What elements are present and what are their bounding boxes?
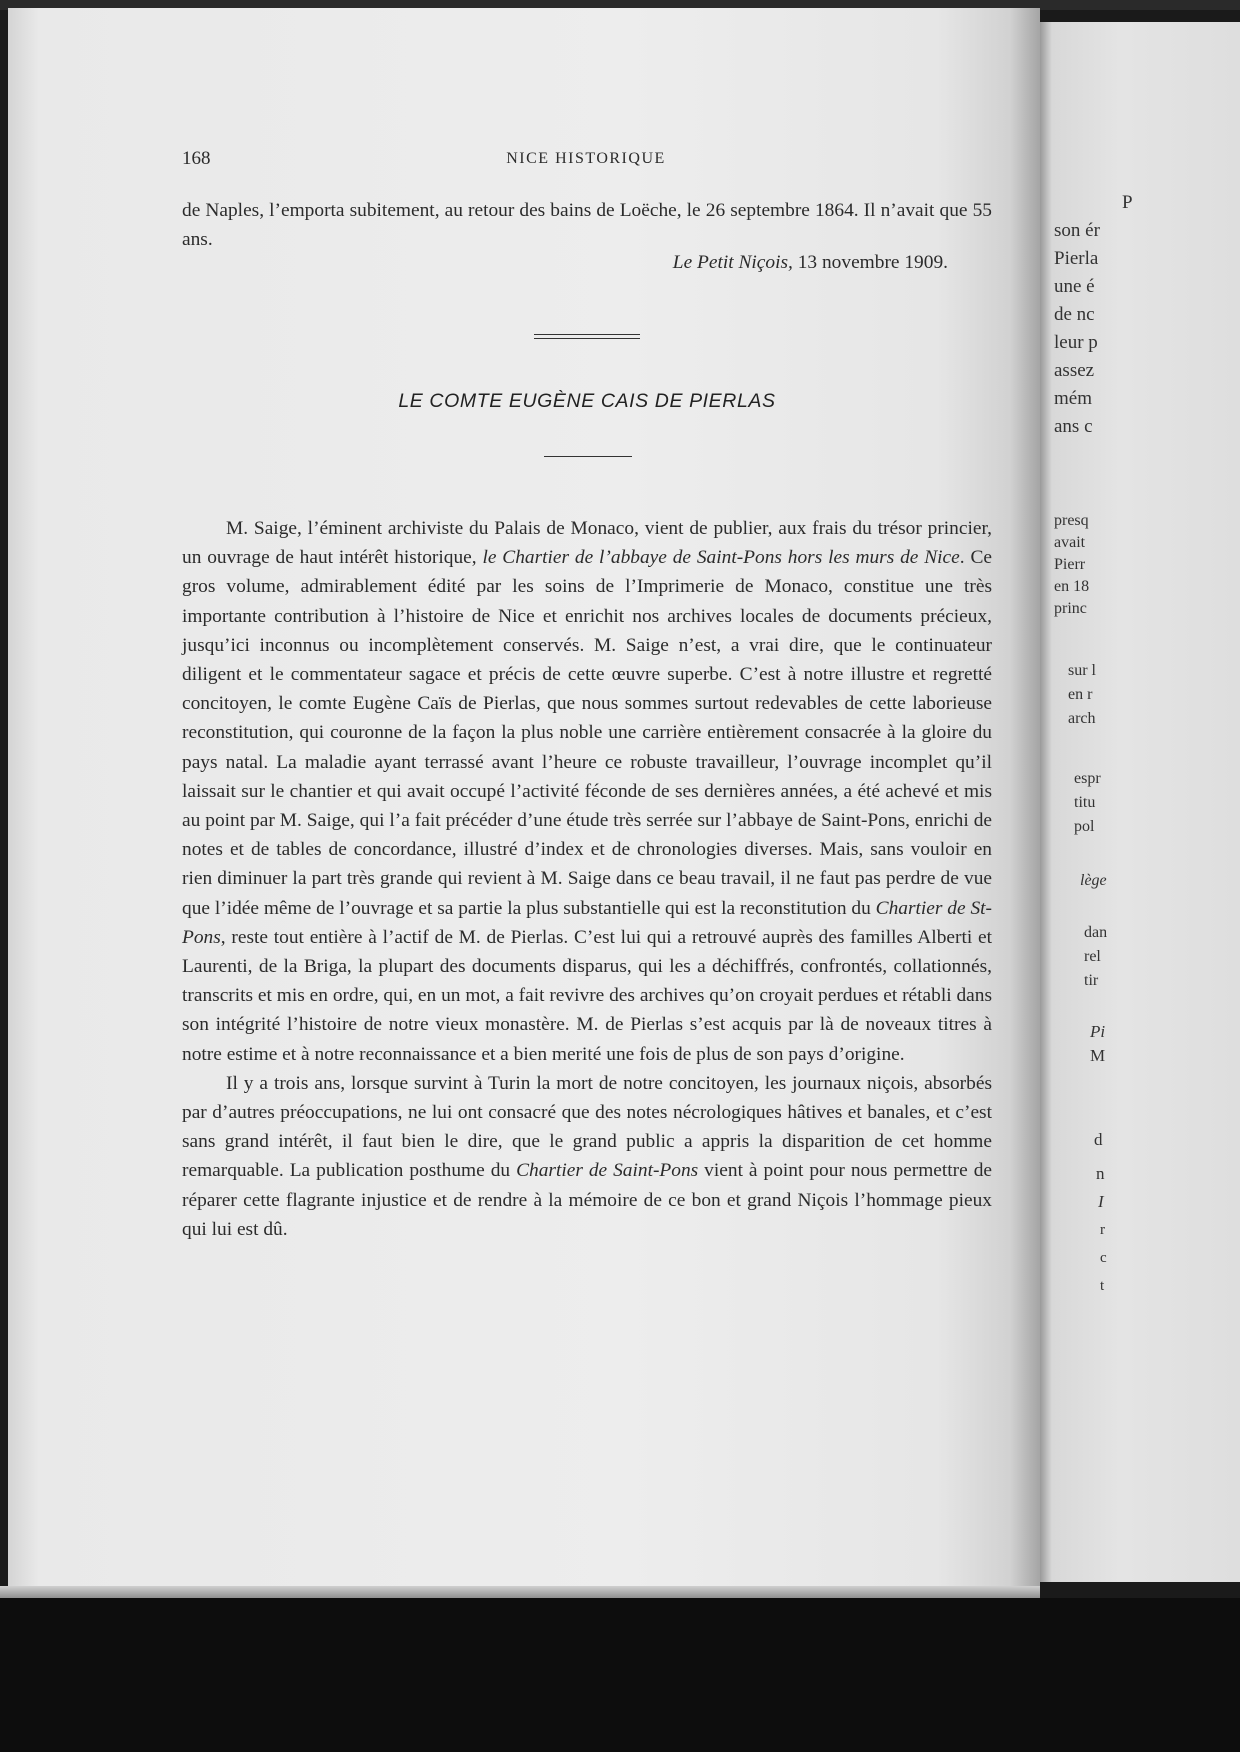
continuation-text <box>182 196 992 254</box>
facing-line: leur p <box>1054 332 1098 353</box>
facing-line: pol <box>1074 818 1095 835</box>
facing-line: r <box>1100 1222 1105 1238</box>
facing-line: espr <box>1074 770 1101 787</box>
facing-page-fragment <box>1040 22 1240 1582</box>
double-rule-divider <box>534 334 640 339</box>
article-body <box>182 514 992 1244</box>
facing-line: une é <box>1054 276 1095 297</box>
scan-bottom-band <box>0 1598 1240 1752</box>
facing-line: M <box>1090 1046 1106 1065</box>
book-title-chartier-saint-pons: Chartier de Saint-Pons <box>516 1160 699 1182</box>
facing-line: c <box>1100 1250 1107 1266</box>
title-rule-divider <box>544 456 632 457</box>
article-paragraph-1 <box>182 514 992 1069</box>
attribution <box>182 252 948 274</box>
facing-line: Pi <box>1090 1022 1106 1041</box>
facing-line: d <box>1094 1130 1103 1149</box>
facing-line: de nc <box>1054 304 1095 325</box>
attribution-source: Le Petit Niçois, <box>672 252 793 273</box>
continuation-paragraph: de Naples, l’emporta subitement, au retour des bains de Loëche, le 26 septembre 1864. Il n’avait que 55 ans. <box>182 200 992 251</box>
facing-line: rel <box>1084 948 1101 965</box>
facing-line: assez <box>1054 360 1095 381</box>
facing-line: arch <box>1068 710 1096 727</box>
article-paragraph-2 <box>182 1069 992 1244</box>
paragraph-1-text-b: . Ce gros volume, admirablement édité par les soins de l’Imprimerie de Monaco, constitue une très importante contribution à l’histoire de Nice et enrichit nos archives locales de documents précieux, jusqu’ici inconnus ou incomplètement conservés. M. Saige n’est, a vrai dire, que le continuateur diligent et le commentateur sagace et précis de cette œuvre superbe. C’est à notre illustre et regretté concitoyen, le comte Eugène Caïs de Pierlas, que nous sommes surtout redevables de cette laborieuse reconstitution, qui couronne de la façon la plus noble une carrière entièrement consacrée à la gloire du pays natal. La maladie ayant terrassé avant l’heure ce robuste travailleur, l’ouvrage incomplet qu’il laissait sur le chantier et qui avait occupé l’activité féconde de ses dernières années, a été achevé et mis au point par M. Saige, qui l’a fait précéder d’une étude très serrée sur l’abbaye de Saint-Pons, enrichi de notes et de tables de concordance, illustré d’index et de chronologies diverses. Mais, sans vouloir en rien diminuer la part très grande qui revient à M. Saige dans ce beau travail, il ne faut pas perdre de vue que l’idée même de l’ouvrage et sa partie la plus substantielle qui est la reconstitution du <box>182 547 992 919</box>
attribution-date: 13 novembre 1909. <box>792 252 948 273</box>
facing-line: presq <box>1054 512 1089 529</box>
facing-line: titu <box>1074 794 1096 811</box>
paragraph-2-text-b: vient à point pour nous permettre de réparer cette flagrante injustice et de rendre à la mémoire de ce bon et grand Niçois l’hommage pieux qui lui est dû. <box>182 1160 992 1240</box>
facing-line: Pierr <box>1054 556 1086 573</box>
facing-line: sur l <box>1068 662 1096 679</box>
gutter-shadow <box>1010 8 1040 1598</box>
book-title-chartier-short: Chartier de St-Pons <box>182 897 993 948</box>
facing-line: avait <box>1054 534 1086 551</box>
facing-line: princ <box>1054 600 1087 617</box>
article-title: LE COMTE EUGÈNE CAIS DE PIERLAS <box>398 390 776 412</box>
paragraph-1-text-a: M. Saige, l’éminent archiviste du Palais de Monaco, vient de publier, aux frais du trésor princier, un ouvrage de haut intérêt historique, <box>182 518 992 569</box>
facing-line: en r <box>1068 686 1093 703</box>
paragraph-2-text-a: Il y a trois ans, lorsque survint à Turin la mort de notre concitoyen, les journaux niçois, absorbés par d’autres préoccupations, ne lui ont consacré que des notes nécrologiques hâtives et banales, et c’est sans grand intérêt, il faut bien le dire, que le grand public a appris la disparition de cet homme remarquable. La publication posthume du <box>182 1072 992 1182</box>
facing-line: dan <box>1084 924 1108 941</box>
facing-line: P <box>1122 192 1133 213</box>
paragraph-1-text-c: , reste tout entière à l’actif de M. de Pierlas. C’est lui qui a retrouvé auprès des familles Alberti et Laurenti, de la Briga, la plupart des documents disparus, qui les a déchiffrés, confrontés, collationnés, transcrits et mis en ordre, qui, en un mot, a fait revivre des archives qu’on croyait perdues et rétabli dans son intégrité l’histoire de notre vieux monastère. M. de Pierlas s’est acquis par là de noveaux titres à notre estime et à notre reconnaissance et a bien merité une fois de plus de son pays d’origine. <box>182 926 992 1065</box>
running-title: NICE HISTORIQUE <box>506 150 666 167</box>
facing-line: Pierla <box>1054 248 1099 269</box>
facing-line: tir <box>1084 972 1099 989</box>
facing-line: mém <box>1054 388 1092 409</box>
running-head <box>182 148 990 172</box>
facing-line: t <box>1100 1278 1105 1294</box>
book-title-chartier: le Chartier de l’abbaye de Saint-Pons hors les murs de Nice <box>482 547 960 569</box>
facing-line: son ér <box>1054 220 1100 241</box>
page-number: 168 <box>182 148 211 169</box>
facing-line: lège <box>1080 872 1107 889</box>
facing-line: n <box>1096 1164 1105 1183</box>
facing-line: en 18 <box>1054 578 1090 595</box>
facing-line: I <box>1098 1192 1104 1211</box>
facing-line: ans c <box>1054 416 1093 437</box>
